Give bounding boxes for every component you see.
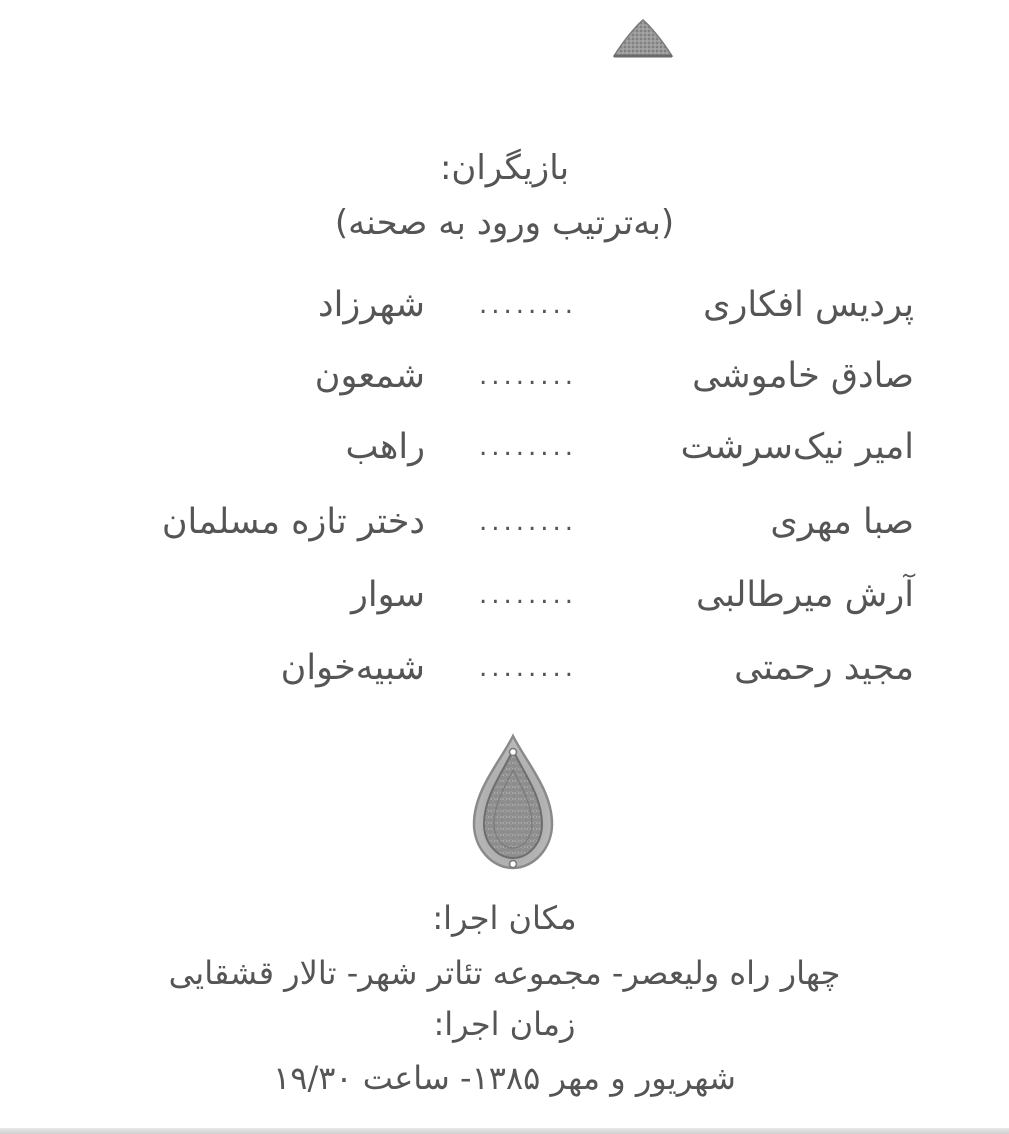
page-bottom-edge [0, 1128, 1009, 1134]
actor-name: پردیس افکاری [703, 285, 914, 325]
cast-row [0, 570, 1009, 620]
role-name: دختر تازه مسلمان [161, 502, 425, 542]
cast-heading: بازیگران: [439, 148, 570, 188]
actor-name: امیر نیک‌سرشت [680, 427, 914, 467]
teardrop-ornament-icon [466, 730, 560, 876]
cast-row [0, 351, 1009, 401]
leader-dots: ........ [478, 432, 578, 462]
role-name: شهرزاد [318, 285, 425, 325]
role-name: شبیه‌خوان [280, 648, 425, 688]
actor-name: صادق خاموشی [692, 356, 914, 396]
venue-value: چهار راه ولیعصر- مجموعه تئاتر شهر- تالار قشقایی [168, 954, 841, 992]
cast-subheading: (به‌ترتیب ورود به صحنه) [334, 203, 675, 243]
role-name: سوار [350, 575, 425, 615]
leader-dots: ........ [478, 653, 578, 683]
leader-dots: ........ [478, 361, 578, 391]
leader-dots: ........ [478, 507, 578, 537]
venue-label: مکان اجرا: [432, 899, 577, 937]
cast-row [0, 643, 1009, 693]
cast-row [0, 280, 1009, 330]
time-label: زمان اجرا: [433, 1005, 576, 1043]
actor-name: آرش میرطالبی [695, 575, 914, 615]
role-name: راهب [345, 427, 425, 467]
cast-row [0, 422, 1009, 472]
role-name: شمعون [314, 356, 425, 396]
leader-dots: ........ [478, 290, 578, 320]
time-value: شهریور و مهر ۱۳۸۵- ساعت ۱۹/۳۰ [273, 1059, 736, 1097]
actor-name: صبا مهری [770, 502, 914, 542]
leader-dots: ........ [478, 580, 578, 610]
actor-name: مجید رحمتی [734, 648, 914, 688]
cast-row [0, 497, 1009, 547]
